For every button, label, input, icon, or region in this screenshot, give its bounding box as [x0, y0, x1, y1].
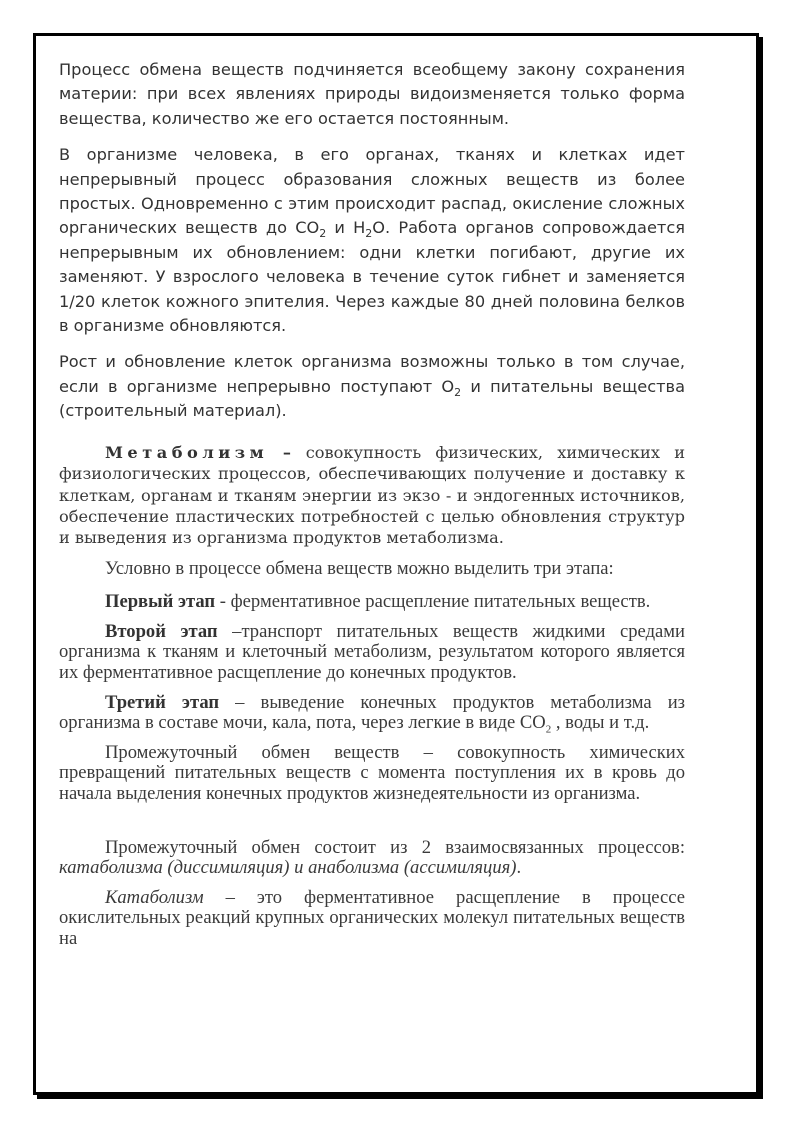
paragraph-intermediate: Промежуточный обмен веществ – совокупность химических превращений питательных веществ с момента поступления их в кровь до начала выделения конечных продуктов жизнедеятельности из организма.	[59, 742, 685, 804]
catabolism-term: Катаболизм	[105, 887, 204, 909]
stage-2-title: Второй этап	[105, 621, 218, 643]
paragraph-processes: Промежуточный обмен состоит из 2 взаимосвязанных процессов: катаболизма (диссимиляция) и анаболизма (ассимиляция).	[59, 836, 685, 878]
paragraph-stage-3: Третий этап – выведение конечных продуктов метаболизма из организма в составе мочи, кала, пота, через легкие в виде $СО_2$ , воды и т.д.	[59, 691, 686, 736]
paragraph-conservation: Процесс обмена веществ подчиняется всеобщему закону сохранения материи: при всех явлениях природы видоизменяется только форма вещества, количество же его остается постоянным.	[59, 60, 685, 128]
paragraph-growth: Рост и обновление клеток организма возможны только в том случае, если в организме непрерывно поступают $О_2$ и питательны вещества (строительный материал).	[59, 352, 685, 421]
spacer	[59, 814, 685, 838]
paragraph-renewal: В организме человека, в его органах, тканях и клетках идет непрерывный процесс образования сложных веществ из более простых. Одновременно с этим происходит распад, окисление сложных органических веществ до $СО_2$ и $Н_2О$. Работа органов сопровождается непрерывным их обновлением: одни клетки погибают, другие их заменяют. У взрослого человека в течение суток гибнет и заменяется 1/20 клеток кожного эпителия. Через каждые 80 дней половина белков в организме обновляются.	[59, 145, 685, 336]
paragraph-stage-1: Первый этап - ферментативное расщепление питательных веществ.	[105, 590, 651, 612]
stage-1-title: Первый этап	[105, 590, 216, 612]
stage-3-title: Третий этап	[105, 691, 220, 713]
metabolism-term: Метаболизм	[105, 442, 269, 462]
paragraph-metabolism: Метаболизм – совокупность физических, химических и физиологических процессов, обеспечивающих получение и доставку к клеткам, органам и тканям энергии из экзо - и эндогенных источников, обеспечение пластических потребностей с целью обновления структур и выведения из организма продуктов метаболизма.	[59, 442, 685, 548]
document-body	[59, 58, 685, 959]
paragraph-stage-2: Второй этап –транспорт питательных веществ жидкими средами организма к тканям и клеточный метаболизм, результатом которого является их ферментативное расщепление до конечных продуктов.	[59, 621, 685, 683]
paragraph-stages-intro: Условно в процессе обмена веществ можно выделить три этапа:	[105, 557, 614, 579]
paragraph-catabolism: Катаболизм – это ферментативное расщепление в процессе окислительных реакций крупных органических молекул питательных веществ на	[59, 887, 685, 949]
